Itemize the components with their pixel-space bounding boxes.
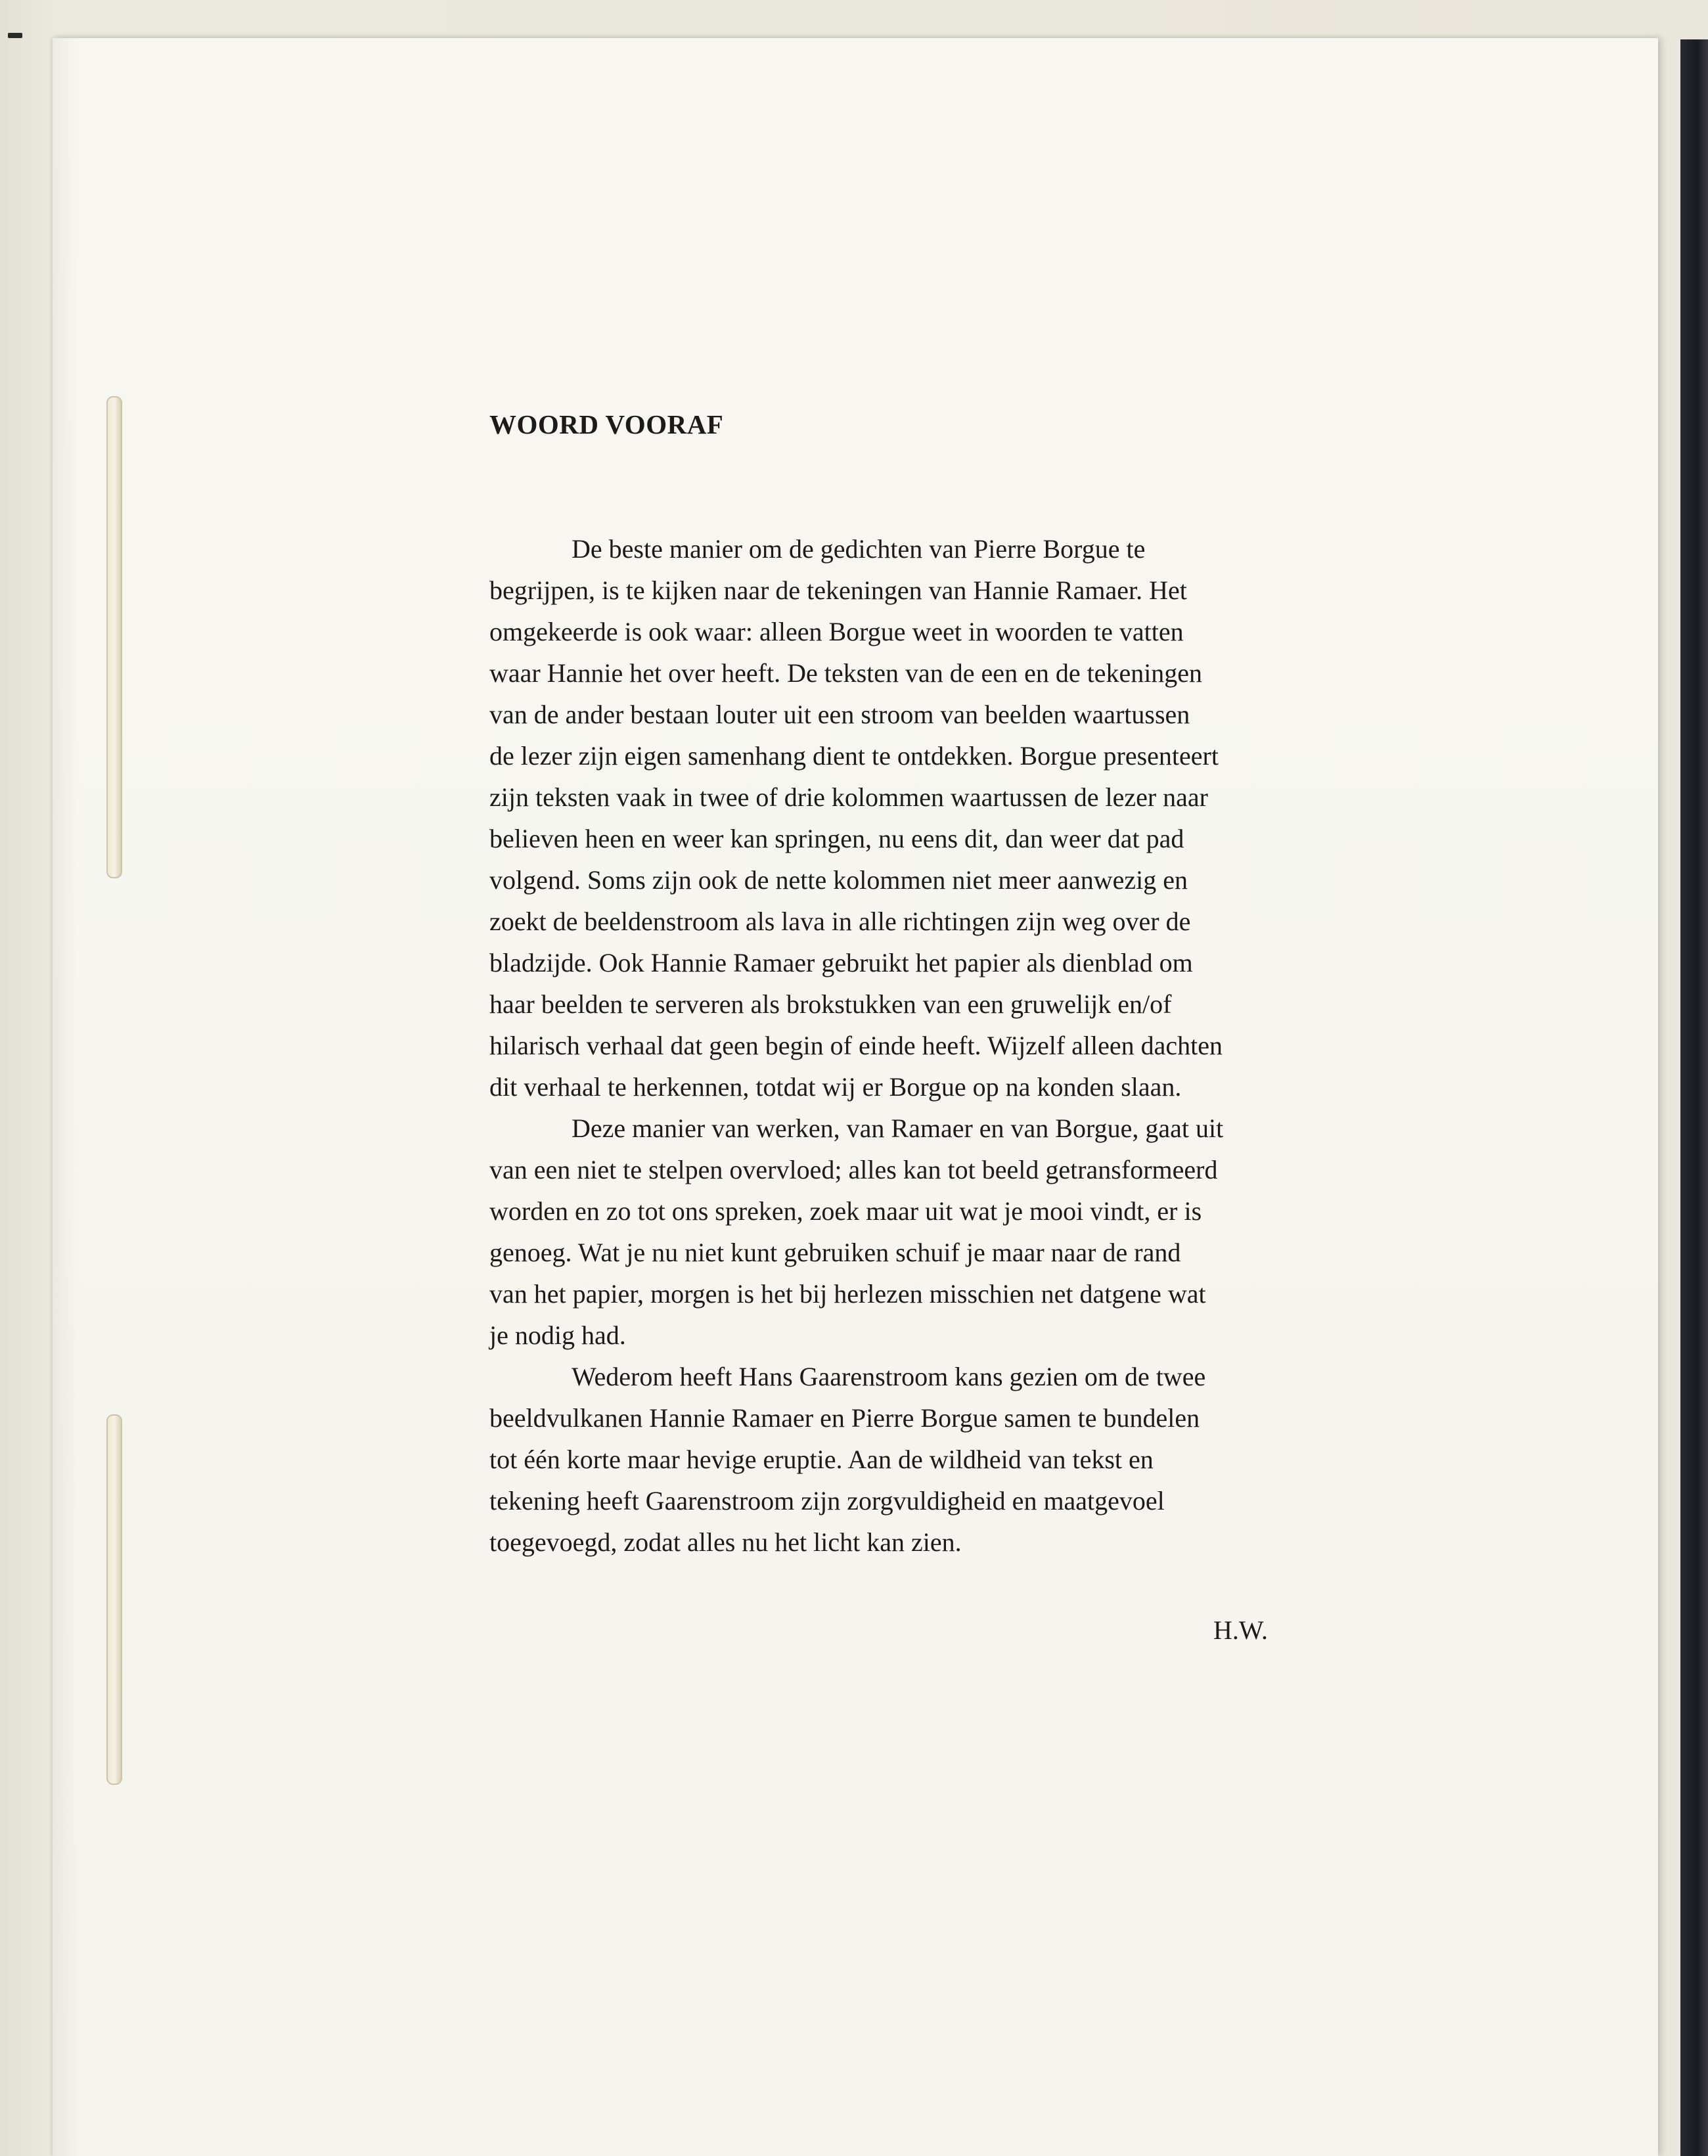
text-line: tekening heeft Gaarenstroom zijn zorgvuldigheid en maatgevoel [489, 1486, 1165, 1516]
author-initials: H.W. [1213, 1615, 1268, 1645]
paragraph-3 [489, 1356, 1343, 1563]
text-line: zoekt de beeldenstroom als lava in alle richtingen zijn weg over de [489, 907, 1191, 936]
text-line: toegevoegd, zodat alles nu het licht kan zien. [489, 1527, 962, 1557]
text-line: hilarisch verhaal dat geen begin of einde heeft. Wijzelf alleen dachten [489, 1031, 1223, 1060]
page-content [489, 406, 1343, 1563]
text-line: je nodig had. [489, 1320, 626, 1350]
text-line: van een niet te stelpen overvloed; alles kan tot beeld getransformeerd [489, 1155, 1218, 1184]
text-line: tot één korte maar hevige eruptie. Aan de wildheid van tekst en [489, 1445, 1154, 1474]
text-line: van de ander bestaan louter uit een stroom van beelden waartussen [489, 700, 1190, 729]
text-line: van het papier, morgen is het bij herlezen misschien net datgene wat [489, 1279, 1206, 1309]
text-line: Deze manier van werken, van Ramaer en van Borgue, gaat uit [572, 1113, 1224, 1143]
book-cover-edge [1680, 39, 1708, 2156]
binding-mark [8, 33, 22, 38]
body-text [489, 528, 1343, 1563]
text-line: worden en zo tot ons spreken, zoek maar uit wat je mooi vindt, er is [489, 1196, 1202, 1226]
binding-staple-bottom [106, 1414, 122, 1785]
text-line: De beste manier om de gedichten van Pierre Borgue te [572, 534, 1146, 564]
text-line: believen heen en weer kan springen, nu eens dit, dan weer dat pad [489, 824, 1184, 853]
text-line: waar Hannie het over heeft. De teksten van de een en de tekeningen [489, 658, 1203, 688]
text-line: dit verhaal te herkennen, totdat wij er Borgue op na konden slaan. [489, 1072, 1182, 1102]
text-line: bladzijde. Ook Hannie Ramaer gebruikt het papier als dienblad om [489, 948, 1193, 977]
text-line: haar beelden te serveren als brokstukken van een gruwelijk en/of [489, 989, 1172, 1019]
text-line: zijn teksten vaak in twee of drie kolommen waartussen de lezer naar [489, 782, 1209, 812]
text-line: omgekeerde is ook waar: alleen Borgue weet in woorden te vatten [489, 617, 1184, 646]
text-line: begrijpen, is te kijken naar de tekeningen van Hannie Ramaer. Het [489, 575, 1187, 605]
paragraph-2 [489, 1108, 1343, 1356]
page-title: WOORD VOORAF [489, 409, 724, 439]
paragraph-1 [489, 528, 1343, 1108]
text-line: volgend. Soms zijn ook de nette kolommen niet meer aanwezig en [489, 865, 1188, 895]
text-line: beeldvulkanen Hannie Ramaer en Pierre Borgue samen te bundelen [489, 1403, 1200, 1433]
text-line: Wederom heeft Hans Gaarenstroom kans gezien om de twee [572, 1362, 1206, 1391]
binding-staple-top [106, 396, 122, 878]
book-page [53, 38, 1658, 2156]
text-line: genoeg. Wat je nu niet kunt gebruiken schuif je maar naar de rand [489, 1238, 1181, 1267]
text-line: de lezer zijn eigen samenhang dient te ontdekken. Borgue presenteert [489, 741, 1219, 771]
